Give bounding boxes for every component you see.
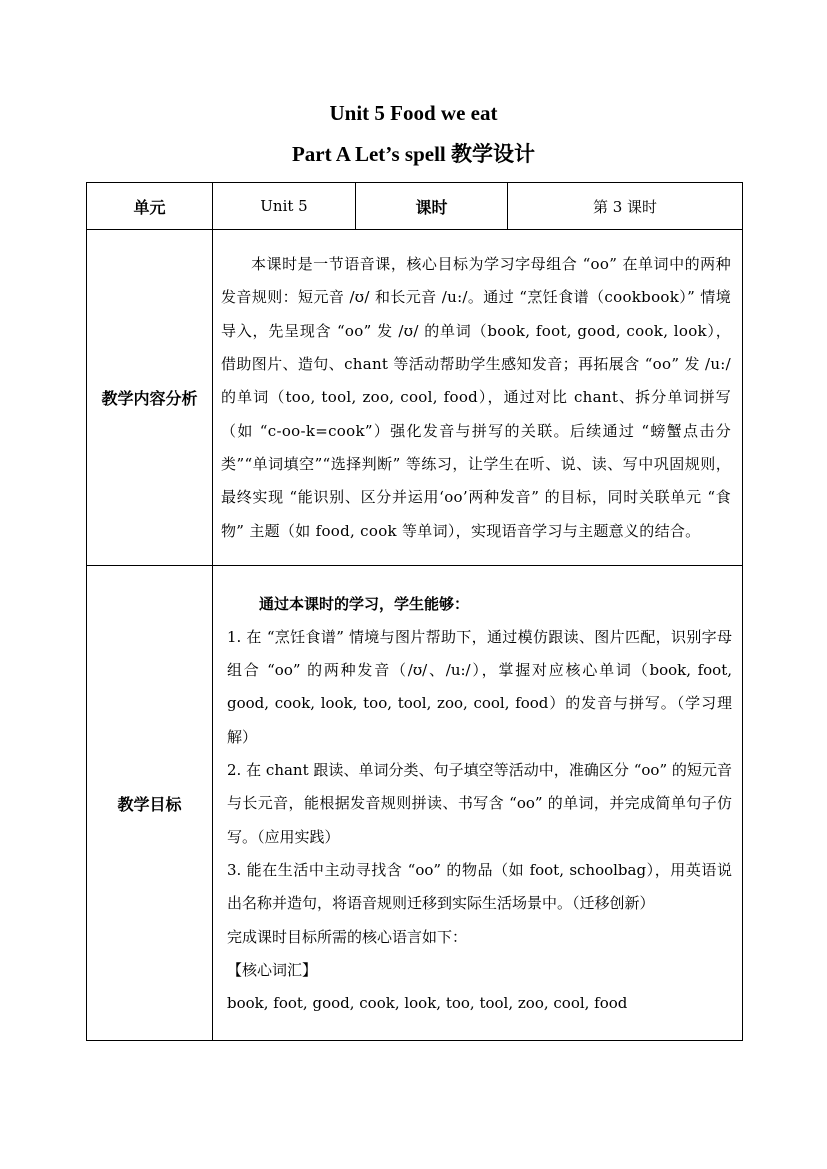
core-language-intro: 完成课时目标所需的核心语言如下：	[227, 927, 468, 946]
document-subtitle: Part A Let’s spell 教学设计	[291, 142, 536, 166]
objectives-intro: 通过本课时的学习，学生能够：	[259, 594, 470, 613]
document-title: Unit 5 Food we eat	[329, 101, 498, 125]
period-label: 课时	[356, 183, 508, 230]
unit-label: 单元	[87, 183, 213, 230]
objectives-cell	[213, 566, 743, 1041]
header-row	[87, 183, 743, 230]
analysis-cell	[213, 230, 743, 566]
objectives-label: 教学目标	[87, 566, 213, 1041]
lesson-plan-table	[86, 182, 743, 1041]
period-value: 第 3 课时	[508, 183, 743, 230]
analysis-row	[87, 230, 743, 566]
objectives-row	[87, 566, 743, 1041]
objective-item-3: 3. 能在生活中主动寻找含 “oo” 的物品（如 foot, schoolbag），用英语说出名称并造句，将语音规则迁移到实际生活场景中。（迁移创新）	[227, 860, 732, 913]
vocab-list: book, foot, good, cook, look, too, tool, zoo, cool, food	[227, 994, 628, 1013]
unit-value: Unit 5	[213, 183, 356, 230]
analysis-label: 教学内容分析	[87, 230, 213, 566]
objective-item-2: 2. 在 chant 跟读、单词分类、句子填空等活动中，准确区分 “oo” 的短元音与长元音，能根据发音规则拼读、书写含 “oo” 的单词，并完成简单句子仿写。（应用实践）	[227, 761, 732, 846]
analysis-text: 本课时是一节语音课，核心目标为学习字母组合 “oo” 在单词中的两种发音规则：短元音 /ʊ/ 和长元音 /u:/。通过 “烹饪食谱（cookbook）” 情境导入，先呈现含 “oo” 发 /ʊ/ 的单词（book, foot, good, cook, look），借助图片、造句、chant 等活动帮助学生感知发音；再拓展含 “oo” 发 /u:/ 的单词（too, tool, zoo, cool, food），通过对比 chant、拆分单词拼写（如 “c-oo-k=cook”）强化发音与拼写的关联。后续通过 “螃蟹点击分类”“单词填空”“选择判断” 等练习，让学生在听、说、读、写中巩固规则，最终实现 “能识别、区分并运用‘oo’两种发音” 的目标，同时关联单元 “食物” 主题（如 food, cook 等单词），实现语音学习与主题意义的结合。	[221, 255, 731, 540]
objective-item-1: 1. 在 “烹饪食谱” 情境与图片帮助下，通过模仿跟读、图片匹配，识别字母组合 “oo” 的两种发音（/ʊ/、/u:/），掌握对应核心单词（book, foot, good, cook, look, too, tool, zoo, cool, food）的发音与拼写。（学习理解）	[227, 627, 732, 746]
vocab-heading: 【核心词汇】	[227, 960, 318, 979]
